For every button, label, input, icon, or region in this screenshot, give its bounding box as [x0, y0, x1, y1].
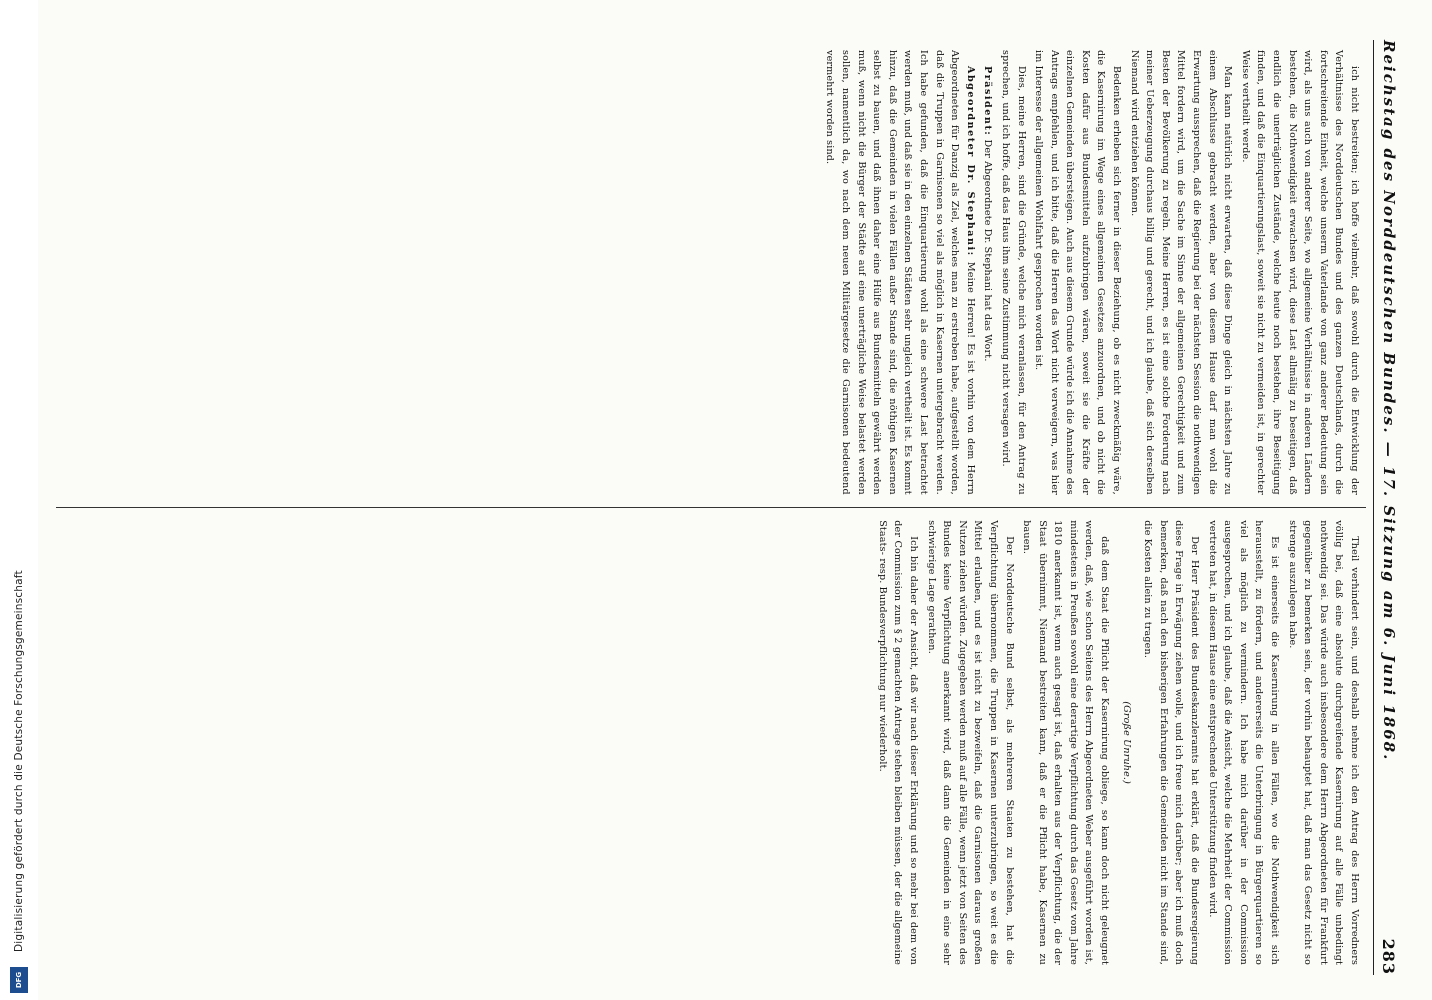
stage-direction: (Große Unruhe.): [1120, 701, 1132, 785]
paragraph: Man kann natürlich nicht erwarten, daß diese Dinge gleich in nächsten Jahre zu einem Abschlusse gebracht werden, aber von diesem Hause darf man wohl die Erwartung aussprechen, daß die Regierung bei der nächsten Session die nothwendigen Mittel fordern wird, um die Sache im Sinne der allgemeinen Gerechtigkeit und zum Besten der Bevölkerung zu regeln. Meine Herren, es ist eine solche Forderung nach meiner Ueberzeugung durchaus billig und gerecht, und ich glaube, daß sich derselben Niemand wird entziehen können.: [1128, 50, 1234, 495]
digitization-credit-text: Digitalisierung gefördert durch die Deutsche Forschungsgemeinschaft: [13, 570, 25, 952]
paragraph: Theil verhindert sein, und deshalb nehme ich den Antrag des Herrn Vorredners völlig bei, daß eine absolute durchgreifende Kasernirung auf alle Fälle unbedingt nothwendig sei. Das würde auch insbesondere dem Herrn Abgeordneten für Frankfurt gegenüber zu bemerken sein, der vorhin behauptet hat, daß man das Gesetz nicht so strenge auszulegen habe.: [1286, 520, 1360, 966]
scanned-page: [38, 0, 1432, 1000]
column-divider: [56, 507, 1366, 508]
speech-text: Meine Herren! Es ist vorhin von dem Herrn Abgeordneten für Danzig als Ziel, welches man zu erstreben habe, aufgestellt worden, daß die Truppen in Garnisonen so viel als möglich in Kasernen untergebracht werden. Ich habe gefunden, daß die Einquartierung wohl als eine schwere Last betrachtet werden muß, und daß sie in den einzelnen Städten sehr ungleich vertheilt ist. Es kommt hinzu, daß die Gemeinden in vielen Fällen außer Stande sind, die nöthigen Kasernen selbst zu bauen, und daß ihnen daher eine Hülfe aus Bundesmitteln gewährt werden muß, wenn nicht die Bürger der Städte auf eine unerträgliche Weise belastet werden sollen, namentlich da, wo nach dem neuen Militärgesetze die Garnisonen bedeutend vermehrt worden sind.: [824, 50, 976, 495]
page-number: 283: [1379, 938, 1399, 975]
running-header: [1373, 40, 1404, 975]
column-left: [56, 40, 1366, 505]
digitization-credit-strip: [0, 0, 38, 1000]
dfg-logo-label: DFG: [15, 971, 23, 989]
speaker-name: Präsident:: [982, 66, 994, 137]
paragraph: Dies, meine Herren, sind die Gründe, welche mich veranlassen, für den Antrag zu sprechen, und ich hoffe, daß das Haus ihm seine Zustimmung nicht versagen wird.: [999, 50, 1027, 495]
header-title: Reichstag des Norddeutschen Bundes. — 17. Sitzung am 6. Juni 1868.: [1380, 40, 1398, 762]
text-columns: [56, 40, 1366, 975]
paragraph: Der Norddeutsche Bund selbst, als mehreren Staaten zu bestehen, hat die Verpflichtung übernommen, die Truppen in Kasernen unterzubringen, so weit es die Mittel erlauben, und es ist nicht zu bezweifeln, daß die Garnisonen daraus großen Nutzen ziehen würden. Zugegeben werden muß auf alle Fälle, wenn jetzt von Seiten des Bundes keine Verpflichtung anerkannt wird, daß dann die Gemeinden in eine sehr schwierige Lage gerathen.: [925, 520, 1015, 966]
dfg-logo: [10, 967, 28, 993]
paragraph: Ich bin daher der Ansicht, daß wir nach dieser Erklärung und so mehr bei dem von der Commission zum § 2 gemachten Antrage stehen bleiben müssen, der die allgemeine Staats- resp. Bundesverpflichtung nur wiederholt.: [876, 520, 919, 966]
column-right: [56, 510, 1366, 975]
speech-president: [980, 50, 996, 495]
paragraph: ich nicht bestreiten; ich hoffe vielmehr, daß sowohl durch die Entwicklung der Verhältnisse des Norddeutschen Bundes und des ganzen Deutschlands, durch die fortschreitende Einheit, welche unserm Vaterlande von ganz anderer Bedeutung sein wird, als uns auch von anderer Seite, wo allgemeine Verhältnisse in anderen Ländern bestehen, die Nothwendigkeit erwachsen wird, diese Last allmälig zu beseitigen, daß endlich die unerträglichen Zustände, welche heute noch bestehen, ihre Beseitigung finden, und daß die Einquartierungslast, soweit sie nicht zu vermeiden ist, in gerechter Weise vertheilt werde.: [1239, 50, 1360, 495]
paragraph: Der Herr Präsident des Bundeskanzleramts hat erklärt, daß die Bundesregierung diese Frage in Erwägung ziehen wolle, und ich freue mich darüber; aber ich muß doch bemerken, daß nach den bisherigen Erfahrungen die Gemeinden nicht im Stande sind, die Kosten allein zu tragen.: [1142, 520, 1201, 966]
paragraph: Es ist einerseits die Kasernirung in allen Fällen, wo die Nothwendigkeit sich herausstellt, zu fördern, und andererseits die Unterbringung in Bürgerquartieren so viel als möglich zu vermindern. Ich habe mich darüber in der Commission ausgesprochen, und ich glaube, daß die Ansicht, welche die Mehrheit der Commission vertreten hat, in diesem Hause eine entsprechende Unterstützung finden wird.: [1206, 520, 1281, 966]
speech-stephani: [822, 50, 978, 495]
page-rotated-content: [38, 0, 1432, 1000]
paragraph: Bedenken erheben sich ferner in dieser Beziehung, ob es nicht zweckmäßig wäre, die Kasernirung im Wege eines allgemeinen Gesetzes anzuordnen, und ob nicht die Kosten dafür aus Bundesmitteln aufzubringen wären, soweit sie die Kräfte der einzelnen Gemeinden übersteigen. Auch aus diesem Grunde würde ich die Annahme des Antrags empfehlen, und ich bitte, daß die Herren das Wort nicht verweigern, was hier im Interesse der allgemeinen Wohlfahrt gesprochen worden ist.: [1033, 50, 1123, 495]
speaker-name: Abgeordneter Dr. Stephani:: [964, 66, 976, 257]
speech-text: Der Abgeordnete Dr. Stephani hat das Wort.: [982, 139, 994, 362]
paragraph: daß dem Staat die Pflicht der Kasernirung obliege, so kann doch nicht geleugnet werden, daß, wie schon Seitens des Herrn Abgeordneten Weber ausgeführt worden ist, mindestens in Preußen sowohl eine derartige Verpflichtung durch das Gesetz vom Jahre 1810 anerkannt ist, wenn auch gesagt ist, daß erhalten aus der Verpflichtung, die der Staat übernimmt, Niemand bestreiten kann, daß er die Pflicht habe, Kasernen zu bauen.: [1021, 520, 1111, 966]
